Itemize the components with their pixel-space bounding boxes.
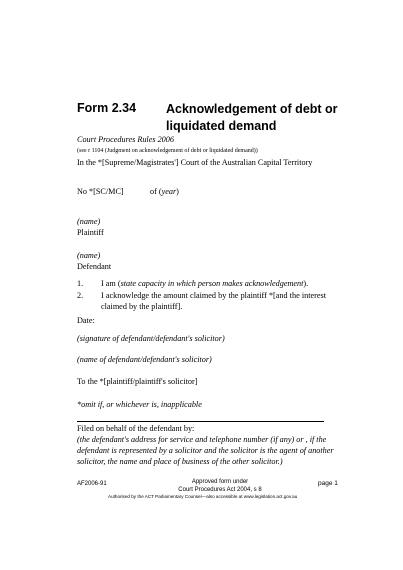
filed-line-3: solicitor, the name and place of business of the other solicitor.) xyxy=(77,457,283,466)
omit-note: *omit if, or whichever is, inapplicable xyxy=(77,400,202,409)
item-2-line-2: claimed by the plaintiff]. xyxy=(101,302,183,311)
divider xyxy=(77,421,324,422)
rules-reference: Court Procedures Rules 2006 xyxy=(77,135,174,144)
see-note: (see r 1104 (Judgment on acknowledgement of debt or liquidated demand)) xyxy=(77,148,258,154)
to-line: To the *[plaintiff/plaintiff's solicitor] xyxy=(77,377,198,386)
item-2-line-1: I acknowledge the amount claimed by the plaintiff *[and the interest xyxy=(101,291,326,300)
case-number-label: No *[SC/MC] xyxy=(77,187,124,196)
case-of-label: of ( xyxy=(150,187,162,196)
filed-label: Filed on behalf of the defendant by: xyxy=(77,424,195,433)
item-1-number: 1. xyxy=(77,279,84,288)
footer-approved-line-1: Approved form under xyxy=(191,479,249,485)
form-title xyxy=(166,101,338,135)
filed-line-1: (the defendant's address for service and telephone number (if any) or , if the xyxy=(77,435,327,444)
footer-approved-line-2: Court Procedures Act 2004, s 8 xyxy=(178,487,262,493)
item-1-italic: state capacity in which person makes acknowledgement xyxy=(120,279,304,288)
footer-code: AF2006-91 xyxy=(77,481,107,487)
footer-approved xyxy=(160,478,280,494)
defendant-label: Defendant xyxy=(77,262,112,271)
date-label: Date: xyxy=(77,316,95,325)
plaintiff-label: Plaintiff xyxy=(77,228,104,237)
defendant-name: (name) xyxy=(77,251,101,260)
filed-line-2: defendant is represented by a solicitor and the solicitor is the agent of another xyxy=(77,446,334,455)
footer-authorised: Authorised by the ACT Parliamentary Counsel—also accessible at www.legislation.act.gov.au xyxy=(108,494,298,499)
form-title-line-1: Acknowledgement of debt or xyxy=(166,102,338,116)
item-1-post: ). xyxy=(303,279,309,288)
item-1-text xyxy=(101,279,308,288)
item-2-number: 2. xyxy=(77,291,84,300)
signature-line: (signature of defendant/defendant's solicitor) xyxy=(77,334,225,343)
item-1-pre: I am ( xyxy=(101,279,121,288)
plaintiff-name: (name) xyxy=(77,217,101,226)
court-line: In the *[Supreme/Magistrates'] Court of the Australian Capital Territory xyxy=(77,158,313,167)
case-year-close: ) xyxy=(176,187,179,196)
case-year-placeholder: year xyxy=(161,187,177,196)
name-of-signatory: (name of defendant/defendant's solicitor) xyxy=(77,355,212,364)
footer-page-number: page 1 xyxy=(318,480,338,487)
form-title-line-2: liquidated demand xyxy=(166,119,277,133)
case-year xyxy=(150,187,179,196)
form-number: Form 2.34 xyxy=(77,101,137,115)
